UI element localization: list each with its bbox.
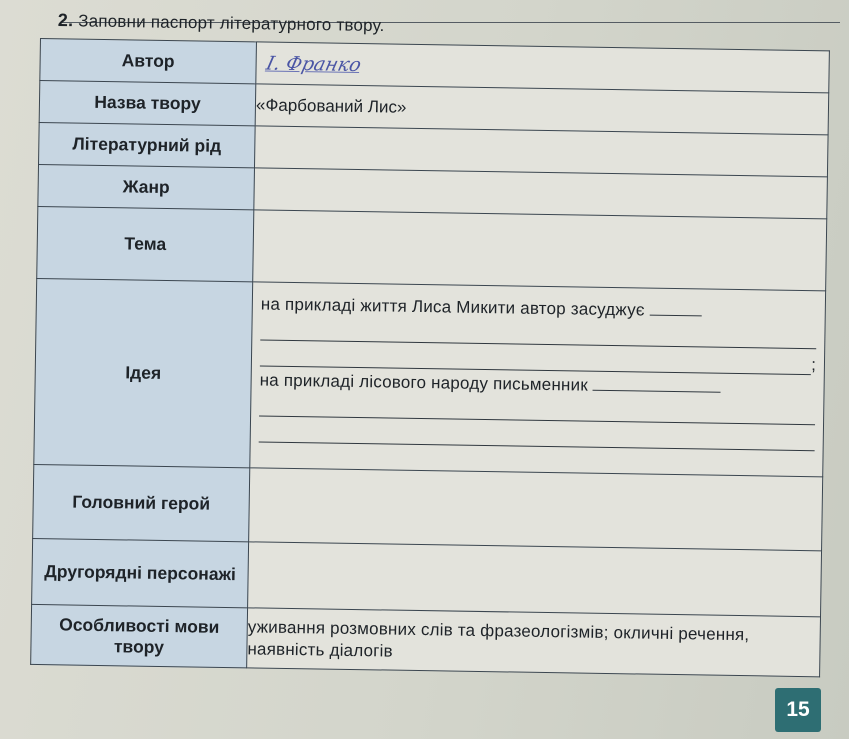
label-idea: Ідея — [34, 278, 253, 467]
label-theme: Тема — [37, 206, 254, 281]
label-language: Особливості мови твору — [31, 604, 248, 667]
task-heading — [58, 10, 385, 36]
row-idea — [34, 278, 826, 476]
idea-semicolon: ; — [811, 355, 817, 375]
row-secondary — [32, 538, 822, 616]
handwritten-author: І. Франко — [264, 52, 364, 76]
passport-sheet — [30, 38, 840, 680]
idea-blank-inline-4[interactable] — [593, 376, 721, 393]
label-genre: Жанр — [38, 164, 255, 209]
hero-field[interactable] — [249, 468, 823, 551]
task-number: 2. — [57, 10, 74, 31]
secondary-field[interactable] — [248, 542, 822, 617]
row-theme — [37, 206, 827, 290]
label-secondary: Другорядні персонажі — [32, 538, 249, 607]
row-language — [31, 604, 821, 676]
page-number-badge: 15 — [775, 688, 821, 732]
idea-blank-3[interactable] — [260, 343, 812, 375]
idea-prompt-2: на прикладі лісового народу письменник — [259, 370, 589, 395]
label-author: Автор — [40, 39, 257, 84]
row-hero — [33, 464, 823, 550]
idea-blank-6[interactable] — [259, 419, 815, 451]
label-hero: Головний герой — [33, 464, 250, 541]
title-field[interactable]: «Фарбований Лис» — [255, 84, 829, 135]
idea-field[interactable] — [250, 282, 826, 477]
language-field[interactable]: уживання розмовних слів та фразеологізмів; окличні речення, наявність діалогів — [247, 608, 821, 677]
label-title: Назва твору — [39, 81, 256, 126]
label-genus: Літературний рід — [39, 122, 256, 167]
idea-blank-inline-1[interactable] — [650, 301, 702, 317]
idea-prompt-1: на прикладі життя Лиса Микити автор засуджує — [260, 294, 645, 320]
theme-field[interactable] — [253, 210, 827, 291]
literary-passport-table — [30, 38, 830, 677]
task-text: Заповни паспорт літературного твору. — [78, 11, 385, 36]
